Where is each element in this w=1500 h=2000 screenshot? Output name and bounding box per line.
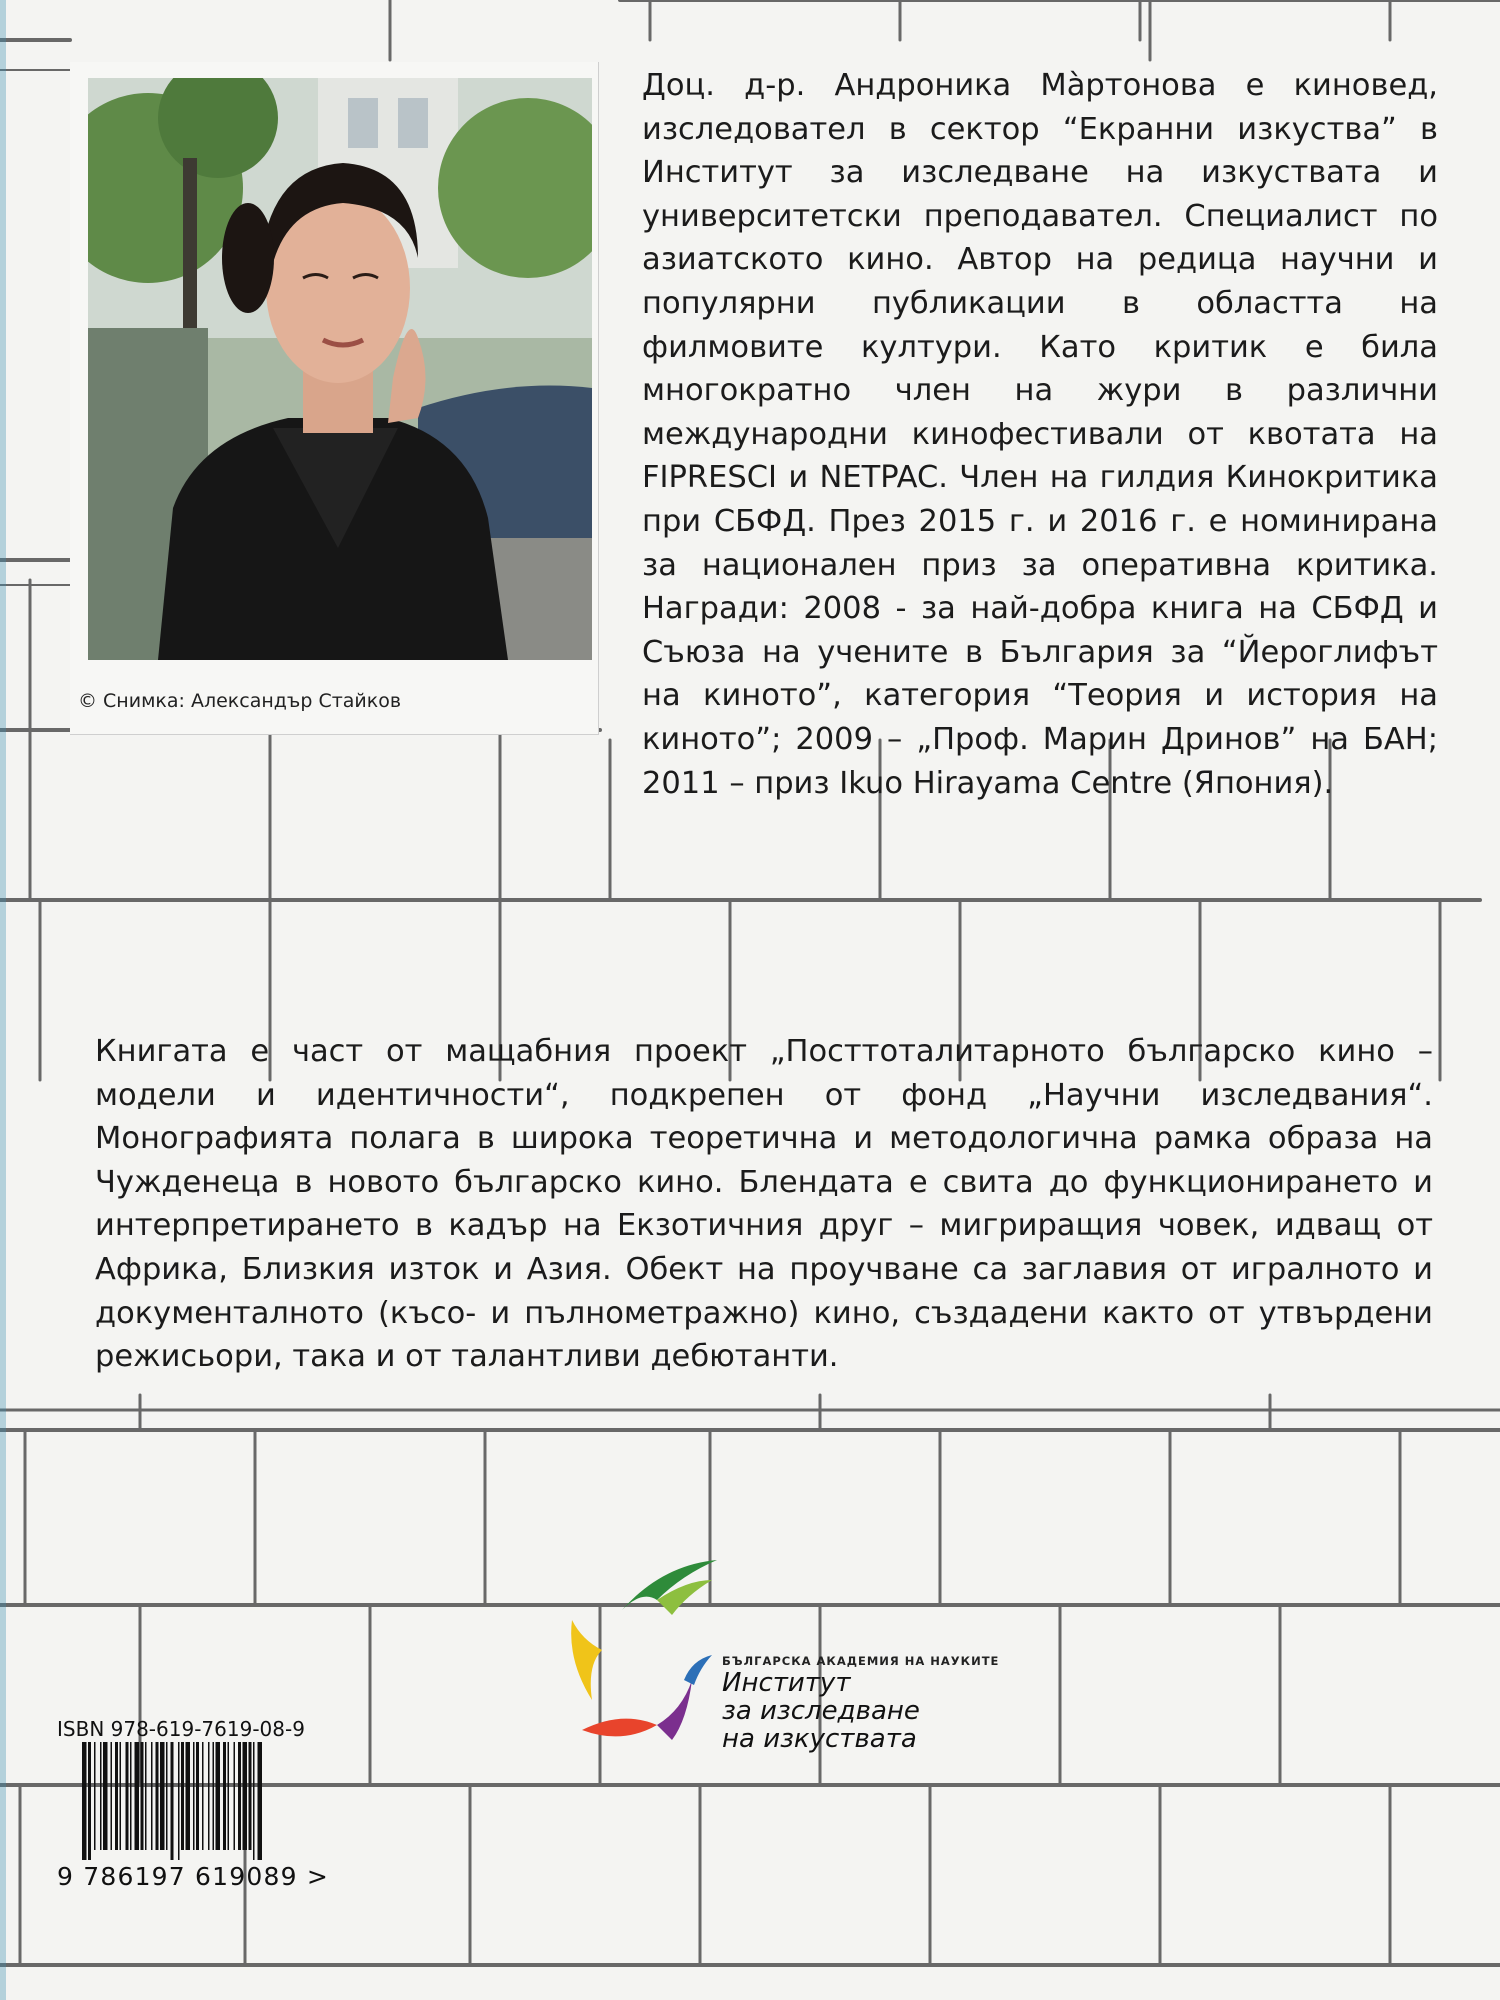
barcode-icon: [82, 1742, 304, 1860]
photo-caption: © Снимка: Александър Стайков: [78, 690, 402, 712]
author-photo: [88, 78, 592, 660]
institute-line-3: на изкуствата: [722, 1724, 917, 1754]
institute-line-1: Институт: [722, 1668, 851, 1698]
isbn-label: ISBN 978-619-7619-08-9: [57, 1717, 305, 1741]
book-description: Книгата е част от мащабния проект „Посттоталитарното българско кино – модели и идентичности“, подкрепен от фонд „Научни изследвания“. Монографията полага в широка теоретична и методологична рамка образа на Чужденеца в новото българско кино. Блендата е свита до функционирането и интерпретирането в кадър на Екзотичния друг – мигриращия човек, идващ от Африка, Близкия изток и Азия. Обект на проучване са заглавия от игралното и документалното (късо- и пълнометражно) кино, създадени както от утвърдени режисьори, така и от талантливи дебютанти.: [95, 1034, 1433, 1375]
logo-yellow-swoosh: [571, 1620, 602, 1700]
institute-logo-icon: [562, 1560, 722, 1760]
author-bio: Доц. д-р. Андроника Мàртонова е киновед, изследовател в сектор “Екранни изкуства” в Институт за изследване на изкуствата и университетски преподавател. Специалист по азиатското кино. Автор на редица научни и популярни публикации в областта на филмовите култури. Като критик е била многократно член на жури в различни международни кинофестивали от квотата на FIPRESCI и NETPAC. Член на гилдия Кинокритика при СБФД. През 2015 г. и 2016 г. е номинирана за национален приз за оперативна критика. Награди: 2008 - за най-добра книга на СБФД и Съюза на учените в България за “Йероглифът на киното”, категория “Теория и история на киното”; 2009 – „Проф. Марин Дринов” на БАН; 2011 – приз Ikuo Hirayama Centre (Япония).: [642, 68, 1438, 801]
logo-blue-swoosh: [684, 1655, 712, 1685]
logo-purple-swoosh: [657, 1680, 692, 1740]
institute-line-2: за изследване: [722, 1696, 920, 1726]
logo-red-swoosh: [582, 1719, 657, 1737]
barcode-digits: 9 786197 619089 >: [57, 1862, 329, 1891]
academy-name: БЪЛГАРСКА АКАДЕМИЯ НА НАУКИТЕ: [722, 1654, 1000, 1668]
institute-name: [722, 1654, 999, 1752]
